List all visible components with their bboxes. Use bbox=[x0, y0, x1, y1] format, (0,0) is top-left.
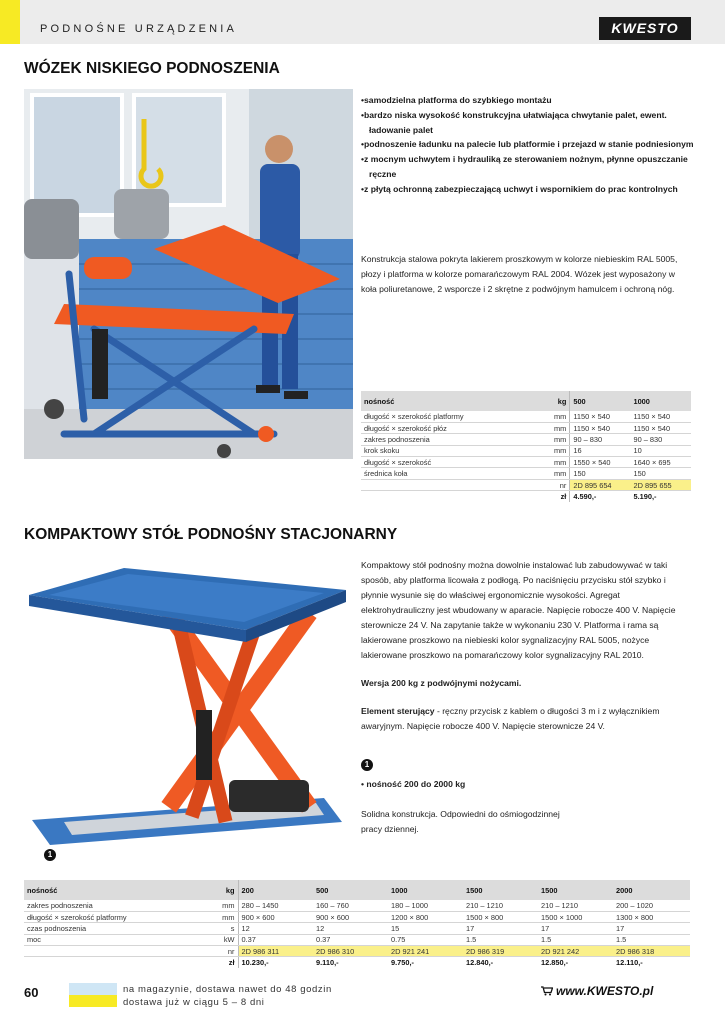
product1-photo bbox=[24, 89, 353, 459]
row-unit: mm bbox=[541, 411, 569, 422]
row-value: 900 × 600 bbox=[238, 911, 313, 922]
row-value: 200 – 1020 bbox=[613, 900, 690, 911]
row-label: moc bbox=[24, 934, 210, 945]
table-header-row bbox=[361, 391, 691, 411]
row-label: czas podnoszenia bbox=[24, 923, 210, 934]
feature-item: • z mocnym uchwytem i hydrauliką ze sterowaniem nożnym, płynne opuszczanie ręczne bbox=[361, 152, 696, 182]
delivery-line-2: dostawa już w ciągu 5 – 8 dni bbox=[123, 997, 265, 1008]
row-unit: mm bbox=[541, 457, 569, 468]
row-value: 0.37 bbox=[313, 934, 388, 945]
row-value: 90 – 830 bbox=[570, 434, 631, 445]
feature-item: • z płytą ochronną zabezpieczającą uchwyt i wspornikiem do prac kontrolnych bbox=[361, 182, 696, 197]
capacity-text: nośność 200 do 2000 kg bbox=[366, 779, 466, 789]
product2-version: Wersja 200 kg z podwójnymi nożycami. bbox=[361, 678, 522, 688]
product2-solid: Solidna konstrukcja. Odpowiedni do ośmiogodzinnej pracy dziennej. bbox=[361, 809, 560, 834]
price-value: 12.850,- bbox=[541, 958, 569, 968]
delivery-legend bbox=[123, 983, 332, 1009]
variant-1-badge-text: 1 bbox=[361, 759, 373, 771]
table-row bbox=[361, 411, 691, 422]
row-unit: zł bbox=[210, 957, 238, 968]
row-value: 150 bbox=[570, 468, 631, 479]
row-value: 16 bbox=[570, 445, 631, 456]
row-value: 1500 × 1000 bbox=[538, 911, 613, 922]
row-label: długość × szerokość bbox=[361, 457, 541, 468]
article-number[interactable]: 2D 986 310 bbox=[313, 946, 388, 957]
row-unit: mm bbox=[541, 468, 569, 479]
table-row bbox=[24, 911, 690, 922]
control-label: Element sterujący bbox=[361, 706, 435, 716]
row-value: 0.75 bbox=[388, 934, 463, 945]
table-row bbox=[361, 434, 691, 445]
table-row bbox=[24, 900, 690, 911]
page-number: 60 bbox=[24, 985, 39, 1000]
table-row bbox=[361, 457, 691, 468]
row-value: 17 bbox=[613, 923, 690, 934]
row-value: 180 – 1000 bbox=[388, 900, 463, 911]
price-row bbox=[24, 957, 690, 968]
row-unit: s bbox=[210, 923, 238, 934]
row-value: 0.37 bbox=[238, 934, 313, 945]
price-value: 5.190,- bbox=[633, 492, 657, 502]
row-label: długość × szerokość platformy bbox=[24, 911, 210, 922]
website-link[interactable] bbox=[541, 984, 653, 998]
row-label: zakres podnoszenia bbox=[361, 434, 541, 445]
header-col: 200 bbox=[238, 880, 313, 900]
header-label: nośność bbox=[24, 880, 210, 900]
row-value: 1640 × 695 bbox=[630, 457, 691, 468]
row-value: 1.5 bbox=[538, 934, 613, 945]
row-value: 12 bbox=[313, 923, 388, 934]
row-unit: mm bbox=[541, 445, 569, 456]
row-value: 90 – 830 bbox=[630, 434, 691, 445]
row-value: 1550 × 540 bbox=[570, 457, 631, 468]
price-value: 12.110,- bbox=[616, 958, 643, 968]
header-unit: kg bbox=[541, 391, 569, 411]
row-label: krok skoku bbox=[361, 445, 541, 456]
table-row bbox=[361, 422, 691, 433]
row-unit: nr bbox=[210, 946, 238, 957]
product1-features bbox=[361, 93, 696, 197]
row-unit: kW bbox=[210, 934, 238, 945]
price-value: 9.110,- bbox=[316, 958, 339, 968]
row-value: 210 – 1210 bbox=[463, 900, 538, 911]
header-col: 1500 bbox=[538, 880, 613, 900]
price-value: 4.590,- bbox=[573, 492, 597, 502]
row-value: 1150 × 540 bbox=[630, 411, 691, 422]
control-text: - ręczny przycisk z kablem o długości 3 m i z wyłącznikiem awaryjnym. Napięcie robocze 400 V. Napięcie sterownicze 24 V. bbox=[361, 706, 660, 731]
variant-1-badge: 1 bbox=[44, 849, 56, 861]
row-unit: nr bbox=[541, 479, 569, 490]
header-col: 1000 bbox=[388, 880, 463, 900]
row-label: długość × szerokość płóz bbox=[361, 422, 541, 433]
table-row bbox=[361, 468, 691, 479]
header-label: nośność bbox=[361, 391, 541, 411]
price-value: 12.840,- bbox=[466, 958, 494, 968]
section-title: PODNOŚNE URZĄDZENIA bbox=[40, 23, 238, 35]
row-label: długość × szerokość platformy bbox=[361, 411, 541, 422]
header-color-tab bbox=[0, 0, 20, 44]
product2-photo bbox=[24, 560, 354, 860]
delivery-line-1: na magazynie, dostawa nawet do 48 godzin bbox=[123, 984, 332, 995]
delivery-legend-swatches bbox=[69, 983, 117, 1007]
article-number[interactable]: 2D 895 654 bbox=[570, 479, 631, 490]
article-number[interactable]: 2D 921 241 bbox=[388, 946, 463, 957]
row-unit: mm bbox=[210, 900, 238, 911]
article-number-row bbox=[361, 479, 691, 490]
row-value: 280 – 1450 bbox=[238, 900, 313, 911]
row-value: 1150 × 540 bbox=[630, 422, 691, 433]
row-value: 15 bbox=[388, 923, 463, 934]
capacity-bullet: • nośność 200 do 2000 kg bbox=[361, 779, 466, 789]
kwesto-logo[interactable]: KWESTO bbox=[599, 17, 691, 40]
product1-description: Konstrukcja stalowa pokryta lakierem proszkowym w kolorze niebieskim RAL 5005, płozy i platforma w kolorze pomarańczowym RAL 2004. Wózek jest wyposażony w koła poliuretanowe, 2 wsporcze i 2 skrętne z podwójnym hamulcem i ochroną nóg. bbox=[361, 254, 678, 294]
table-row bbox=[24, 923, 690, 934]
row-value: 160 – 760 bbox=[313, 900, 388, 911]
article-number[interactable]: 2D 986 311 bbox=[238, 946, 313, 957]
row-value: 1150 × 540 bbox=[570, 422, 631, 433]
row-unit: zł bbox=[541, 491, 569, 502]
row-value: 10 bbox=[630, 445, 691, 456]
header-col: 2000 bbox=[613, 880, 690, 900]
header-col: 500 bbox=[570, 391, 631, 411]
article-number[interactable]: 2D 986 319 bbox=[463, 946, 538, 957]
product2-description: Kompaktowy stół podnośny można dowolnie instalować lub zabudowywać w taki sposób, aby platforma licowała z podłogą. Po naciśnięciu przycisku stół szybko i płynnie wysunie się do właściwej ergonomicznie wysokości. Agregat elektrohydrauliczny jest wbudowany w aparacie. Napięcie robocze 400 V. Napięcie sterownicze 24 V. Na zapytanie także w wykonaniu 230 V. Platforma i rama są lakierowane proszkowo na niebieski kolor sygnalizacyjny RAL 5005, nożyce lakierowane proszkowo na pomarańczowy kolor sygnalizacyjny RAL 2010. bbox=[361, 560, 676, 660]
row-value: 150 bbox=[630, 468, 691, 479]
row-value: 1300 × 800 bbox=[613, 911, 690, 922]
product2-control bbox=[361, 704, 691, 734]
row-unit: mm bbox=[541, 422, 569, 433]
row-label: średnica koła bbox=[361, 468, 541, 479]
row-unit: mm bbox=[541, 434, 569, 445]
product2-title: KOMPAKTOWY STÓŁ PODNOŚNY STACJONARNY bbox=[24, 526, 398, 543]
feature-item: • podnoszenie ładunku na palecie lub platformie i przejazd w stanie podniesionym bbox=[361, 137, 696, 152]
row-value: 17 bbox=[538, 923, 613, 934]
article-number[interactable]: 2D 895 655 bbox=[630, 479, 691, 490]
header-col: 500 bbox=[313, 880, 388, 900]
product2-spec-table bbox=[24, 880, 690, 968]
row-value: 1.5 bbox=[463, 934, 538, 945]
table-row bbox=[24, 934, 690, 945]
product1-spec-table bbox=[361, 391, 691, 502]
price-value: 9.750,- bbox=[391, 958, 415, 968]
article-number[interactable]: 2D 986 318 bbox=[613, 946, 690, 957]
header-col: 1500 bbox=[463, 880, 538, 900]
article-number-row bbox=[24, 946, 690, 957]
product1-title: WÓZEK NISKIEGO PODNOSZENIA bbox=[24, 60, 280, 77]
feature-item: • samodzielna platforma do szybkiego montażu bbox=[361, 93, 696, 108]
row-value: 210 – 1210 bbox=[538, 900, 613, 911]
header-unit: kg bbox=[210, 880, 238, 900]
row-value: 1.5 bbox=[613, 934, 690, 945]
row-value: 12 bbox=[238, 923, 313, 934]
website-text[interactable]: www.KWESTO.pl bbox=[556, 984, 654, 998]
feature-item: • bardzo niska wysokość konstrukcyjna ułatwiająca chwytanie palet, ewent. ładowanie palet bbox=[361, 108, 696, 138]
stock-swatch bbox=[69, 983, 117, 995]
header-col: 1000 bbox=[630, 391, 691, 411]
row-value: 1200 × 800 bbox=[388, 911, 463, 922]
price-row bbox=[361, 491, 691, 502]
table-header-row bbox=[24, 880, 690, 900]
delivery-swatch bbox=[69, 995, 117, 1007]
row-value: 17 bbox=[463, 923, 538, 934]
row-value: 1150 × 540 bbox=[570, 411, 631, 422]
article-number[interactable]: 2D 921 242 bbox=[538, 946, 613, 957]
row-value: 900 × 600 bbox=[313, 911, 388, 922]
row-value: 1500 × 800 bbox=[463, 911, 538, 922]
table-row bbox=[361, 445, 691, 456]
cart-icon bbox=[541, 985, 553, 994]
price-value: 10.230,- bbox=[241, 958, 269, 968]
row-label: zakres podnoszenia bbox=[24, 900, 210, 911]
row-unit: mm bbox=[210, 911, 238, 922]
